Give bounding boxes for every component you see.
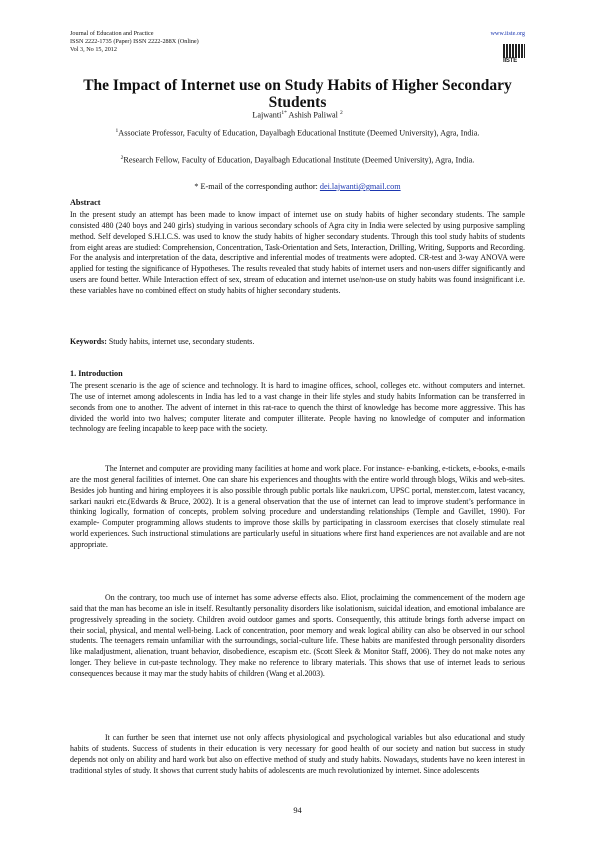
affiliation-text: Associate Professor, Faculty of Education, Dayalbagh Educational Institute (Deemed University), Agra, India. (118, 128, 480, 138)
journal-header (70, 30, 199, 54)
keywords-text: Study habits, internet use, secondary students. (108, 337, 255, 346)
affiliation-superscript: 1 (115, 128, 119, 134)
journal-url-block (490, 30, 525, 37)
abstract-heading: Abstract (70, 198, 101, 207)
introduction-heading: 1. Introduction (70, 369, 123, 378)
affiliation-superscript: 2 (120, 155, 124, 161)
journal-url-link[interactable]: www.iiste.org (490, 30, 525, 37)
abstract-text: In the present study an attempt has been made to know impact of internet use on study habits of higher secondary students. The sample consisted 480 (240 boys and 240 girls) studying in various secondary schools of Agra city in India were selected by using purposive sampling method. Self developed S.H.I.C.S. was used to know the study habits of higher secondary students. Through this tool study habits of students from eight areas are studied: Comprehension, Concentration, Task-Orientation and Sets, Interaction, Drilling, Writing, Supports and Recording. For the analysis and interpretation of the data, descriptive and inferential modes of treatments were adopted. CR-test and 3-way ANOVA were applied for testing the significance of Hypotheses. The results revealed that study habits of internet users and non-users differ significantly and users are found better. While Interaction effect of sex, stream of education and internet use/non-use on study habits was found insignificant i.e. these variables have no combined effect on study habits of higher secondary students. (70, 210, 525, 295)
author-superscript: 2 (339, 110, 343, 116)
iiste-logo (503, 44, 525, 63)
affiliation-text: Research Fellow, Faculty of Education, Dayalbagh Educational Institute (Deemed University), Agra, India. (123, 155, 475, 165)
journal-issn: ISSN 2222-1735 (Paper) ISSN 2222-288X (Online) (70, 38, 199, 45)
author-name: Ashish Paliwal (288, 110, 338, 120)
intro-paragraph (70, 381, 525, 435)
journal-name: Journal of Education and Practice (70, 30, 154, 37)
paper-title: The Impact of Internet use on Study Habits of Higher Secondary Students (83, 77, 512, 111)
intro-paragraph-text: The present scenario is the age of science and technology. It is hard to imagine offices, school, colleges etc. without computers and internet. The use of internet among adolescents in India has led to a vast change in their life styles and study habits Information can be transferred in seconds from one to another. The advent of internet in this rat-race to quench the thirst of knowledge has become more aggressive. This has divided the world into two halves; computer literate and computer illiterate. People having no knowledge of computer and information technology are feeling incapable to keep pace with the society. (70, 381, 525, 434)
author-superscript: 1* (281, 110, 287, 116)
author-line (70, 110, 525, 120)
keywords-section (70, 337, 525, 348)
page-number: 94 (293, 806, 302, 815)
affiliation-1 (100, 126, 495, 139)
author-name: Lajwanti (252, 110, 282, 120)
intro-paragraph (70, 464, 525, 551)
intro-paragraph (70, 593, 525, 680)
intro-paragraph-text: On the contrary, too much use of internet has some adverse effects also. Eliot, proclaiming the commencement of the modern age said that the man has become an isle in itself. Resultantly personality disorders like isolationism, suicidal ideation, and emotional imbalance are progressively spreading in the society. Children avoid outdoor games and sports. Consequently, this attitude brings forth adverse impact on their social, physical, and mental well-being. Lack of concentration, poor memory and weak logical ability can also be observed in our school students. The teenagers remain unfamiliar with the surroundings, social-culture life. These habits are manifested through personality disorders like maladjustment, alienation, truant behavior, disobedience, escapism etc. (Scott Sleek & Monitor Staff, 2006). They do not make notes any longer. They believe in cut-paste technology. They make no reference to library materials. This shows that use of internet leads to serious consequences because it may mar the study habits of children (Wang et al.2003). (70, 593, 525, 678)
logo-mark-icon (503, 44, 525, 58)
affiliation-2 (100, 153, 495, 166)
keywords-label: Keywords: (70, 337, 107, 346)
intro-paragraph-text: It can further be seen that internet use not only affects physiological and psychological variables but also educational and study habits of students. Success of students in their education is very necessary for good health of our society and nation but success in study depends not only on ability and hard work but also on effective method of study and study habits. Nowadays, students have no keen interest in traditional styles of study. It shows that current study habits of adolescents are much revolutionized by internet. Since adolescents (70, 733, 525, 775)
email-label: * E-mail of the corresponding author: (194, 182, 318, 191)
email-link[interactable]: dei.lajwanti@gmail.com (319, 182, 401, 191)
abstract-section (70, 210, 525, 297)
intro-paragraph (70, 733, 525, 776)
journal-volume: Vol 3, No 15, 2012 (70, 46, 117, 53)
corresponding-email (70, 182, 525, 191)
logo-text: IISTE (503, 58, 518, 64)
intro-paragraph-text: The Internet and computer are providing many facilities at home and work place. For instance- e-banking, e-tickets, e-books, e-mails are the most general facilities of internet. One can share his experiences and thoughts with the entire world through blogs, Wikis and web-sites. Besides job hunting and hiring employees it is also possible through public portals like naukri.com, UPSC portal, menster.com, latest vacancy, sarkari naukri etc.(Edwards & Bruce, 2002). It is a general observation that the use of internet can lead to improve student’s performance in thinking logically, formation of concepts, problem solving procedure and understanding relationships (Temple and Gavillet, 1990). For example- Computer programming allows students to improve those skills by participating in classroom exercises that closely stimulate real world experiences. Such instructional stimulations are particularly useful in situations where first hand experiences are not available and are not appropriate. (70, 464, 525, 549)
